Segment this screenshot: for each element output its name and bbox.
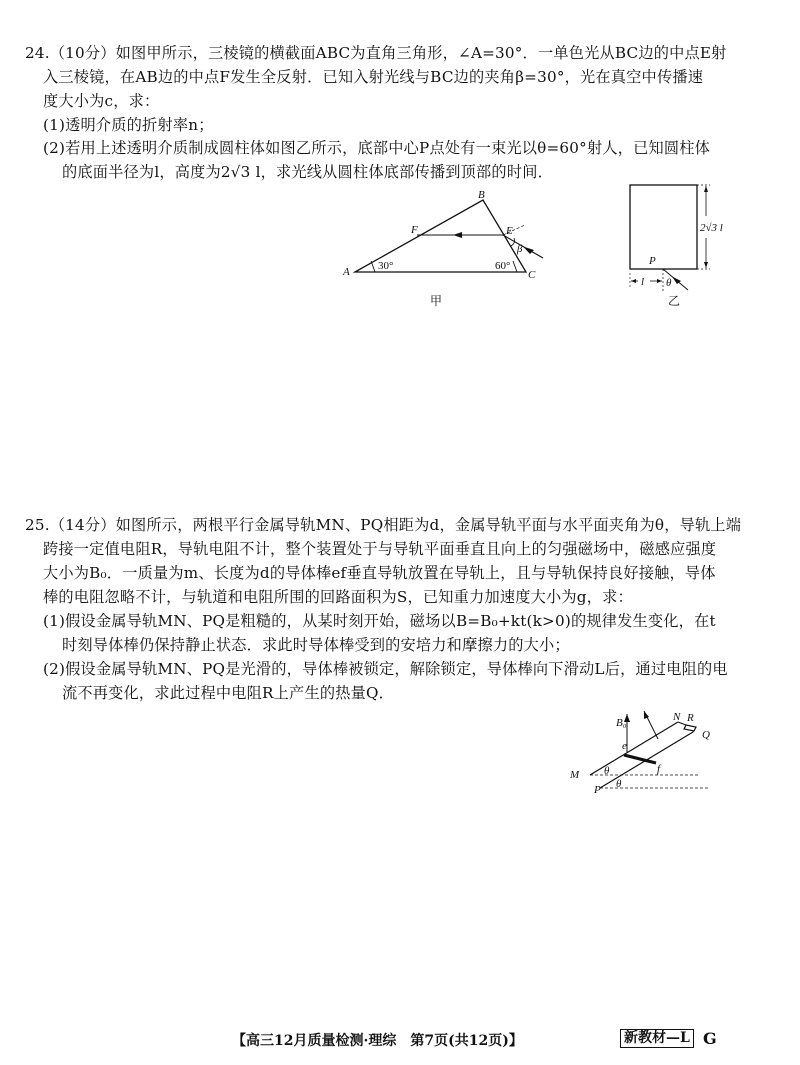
q24-line-4: (1)透明介质的折射率n； [43, 116, 214, 134]
caption-jia: 甲 [430, 294, 443, 308]
label-angle-60: 60° [495, 260, 511, 272]
q25-line-2: 跨接一定值电阻R，导轨电阻不计，整个装置处于与导轨平面垂直且向上的匀强磁场中，磁感应强度 [43, 540, 717, 558]
edition-badge: 新教材—L [620, 1029, 694, 1048]
label-N: N [673, 711, 681, 723]
q24-line-6: 的底面半径为l，高度为2√3 l，求光线从圆柱体底部传播到顶部的时间． [62, 163, 553, 181]
q24-line-1: 24.（10分）如图甲所示，三棱镜的横截面ABC为直角三角形，∠A=30°．一单色光从BC边的中点E射 [25, 44, 727, 62]
footer-suffix: G [703, 1029, 717, 1048]
q25-line-6: 时刻导体棒仍保持静止状态．求此时导体棒受到的安培力和摩擦力的大小； [62, 636, 570, 654]
label-Q: Q [702, 729, 710, 741]
label-F: F [411, 224, 418, 236]
q25-line-3: 大小为B₀．一质量为m、长度为d的导体棒ef垂直导轨放置在导轨上，且与导轨保持良好接触，导体 [43, 564, 716, 582]
label-theta-1: θ [604, 765, 610, 777]
caption-yi: 乙 [668, 294, 681, 308]
q24-line-3: 度大小为c，求： [43, 92, 160, 110]
q25-line-7: (2)假设金属导轨MN、PQ是光滑的，导体棒被锁定，解除锁定，导体棒向下滑动L后，通过电阻的电 [43, 660, 728, 678]
label-e: e [622, 740, 627, 752]
q25-line-4: 棒的电阻忽略不计，与轨道和电阻所围的回路面积为S，已知重力加速度大小为g，求： [43, 588, 633, 606]
label-beta: β [517, 243, 523, 255]
label-B0: B₀ [616, 717, 627, 729]
label-height: 2√3 l [700, 222, 723, 234]
label-C: C [528, 269, 536, 281]
label-angle-30: 30° [378, 260, 394, 272]
label-R: R [687, 712, 694, 724]
label-P: P [649, 255, 656, 267]
q25-line-8: 流不再变化，求此过程中电阻R上产生的热量Q． [62, 684, 395, 702]
q24-line-2: 入三棱镜，在AB边的中点F发生全反射．已知入射光线与BC边的夹角β=30°，光在真空中传播速 [43, 68, 704, 86]
label-theta: θ [666, 277, 672, 289]
q25-line-1: 25.（14分）如图所示，两根平行金属导轨MN、PQ相距为d，金属导轨平面与水平面夹角为θ，导轨上端 [25, 516, 742, 534]
figure-prism [335, 188, 550, 288]
figure-cylinder [620, 180, 723, 300]
label-B: B [478, 189, 485, 201]
figure-rails [560, 708, 725, 803]
label-theta-2: θ [616, 778, 622, 790]
label-P-rail: P [594, 784, 601, 796]
q25-line-5: (1)假设金属导轨MN、PQ是粗糙的，从某时刻开始，磁场以B=B₀+kt(k>0)的规律发生变化，在t [43, 612, 716, 630]
q24-line-5: (2)若用上述透明介质制成圆柱体如图乙所示，底部中心P点处有一束光以θ=60°射人，已知圆柱体 [43, 139, 711, 157]
label-l: l [641, 276, 645, 288]
label-E: E [506, 225, 513, 237]
label-M: M [570, 769, 580, 781]
page-footer: 【高三12月质量检测·理综 第7页(共12页)】 [232, 1033, 523, 1049]
label-A: A [343, 266, 350, 278]
label-f: f [657, 763, 661, 775]
